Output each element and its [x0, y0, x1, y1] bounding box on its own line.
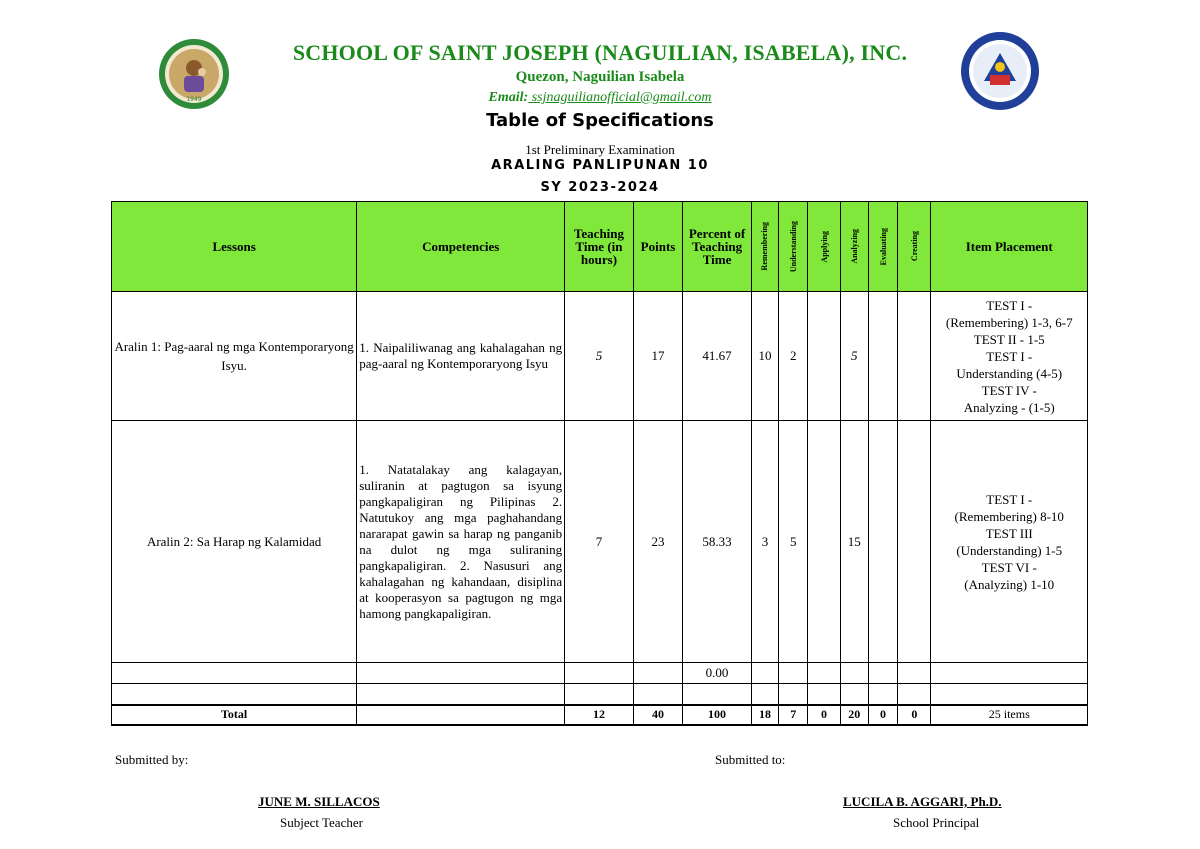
total-percent: 100 [683, 705, 752, 725]
placement-line: TEST I - [986, 297, 1033, 313]
teacher-name: JUNE M. SILLACOS [258, 794, 380, 809]
placement-line: TEST II - 1-5 [973, 331, 1045, 347]
principal-name: LUCILA B. AGGARI, Ph.D. [843, 794, 1002, 809]
points-cell: 23 [633, 421, 682, 663]
email-address[interactable]: ssjnaguilianofficial@gmail.com [528, 90, 712, 105]
header-points: Points [633, 202, 682, 292]
school-email [0, 90, 1200, 106]
item-placement-cell [931, 421, 1088, 663]
placement-line: (Analyzing) 1-10 [964, 576, 1055, 592]
header-lessons: Lessons [112, 202, 357, 292]
understanding-cell: 5 [779, 421, 808, 663]
competency-cell: 1. Natatalakay ang kalagayan, suliranin at pagtugon sa isyung pangkapaligiran ng Pilipinas 2. Natutukoy ang mga paghahandang nararapat gawin sa harap ng panganib na dulot ng mga suliraning pangkapaligiran. 2. Nasusuri ang kahalagahan ng kahandaan, disiplina at kooperasyon sa pagtugon ng mga hamong pangkapaligiran. [357, 421, 565, 663]
school-year: SY 2023-2024 [540, 180, 660, 195]
placement-line: (Understanding) 1-5 [956, 542, 1063, 558]
total-understanding: 7 [779, 705, 808, 725]
creating-cell [898, 421, 931, 663]
teacher-role: Subject Teacher [280, 815, 363, 830]
points-cell: 17 [633, 292, 682, 421]
header-evaluating: Evaluating [868, 202, 897, 292]
placement-line: (Remembering) 8-10 [954, 508, 1064, 524]
placement-line: Analyzing - (1-5) [963, 399, 1055, 415]
exam-name: 1st Preliminary Examination [525, 142, 675, 157]
header-percent: Percent of Teaching Time [683, 202, 752, 292]
placement-line: TEST IV - [981, 382, 1037, 398]
evaluating-cell [868, 292, 897, 421]
email-label: Email: [488, 90, 529, 105]
analyzing-cell: 15 [840, 421, 868, 663]
percent-cell: 58.33 [683, 421, 752, 663]
submitted-by-label: Submitted by: [115, 752, 189, 767]
placement-line: TEST I - [986, 491, 1033, 507]
header-competencies: Competencies [357, 202, 565, 292]
placement-line: TEST I - [986, 348, 1033, 364]
total-analyzing: 20 [840, 705, 868, 725]
header-analyzing: Analyzing [840, 202, 868, 292]
header-teaching-time: Teaching Time (in hours) [565, 202, 634, 292]
remembering-cell: 10 [751, 292, 778, 421]
total-creating: 0 [898, 705, 931, 725]
header-remembering: Remembering [751, 202, 778, 292]
header-creating: Creating [898, 202, 931, 292]
teaching-time-cell: 5 [565, 292, 634, 421]
table-row-empty [112, 663, 1088, 684]
svg-text:1949: 1949 [186, 96, 202, 103]
school-address: Quezon, Naguilian Isabela [515, 69, 685, 85]
applying-cell [808, 292, 840, 421]
placement-line: TEST III [985, 525, 1033, 541]
empty-percent-cell: 0.00 [683, 663, 752, 684]
applying-cell [808, 421, 840, 663]
total-remembering: 18 [751, 705, 778, 725]
teaching-time-cell: 7 [565, 421, 634, 663]
total-evaluating: 0 [868, 705, 897, 725]
total-teaching-time: 12 [565, 705, 634, 725]
table-row [112, 292, 1088, 421]
table-row [112, 421, 1088, 663]
item-placement-cell [931, 292, 1088, 421]
creating-cell [898, 292, 931, 421]
total-applying: 0 [808, 705, 840, 725]
percent-cell: 41.67 [683, 292, 752, 421]
submitted-to-label: Submitted to: [715, 752, 786, 767]
document-title: Table of Specifications [486, 110, 714, 131]
competency-cell: 1. Naipaliliwanag ang kahalagahan ng pag-aaral ng Kontemporaryong Isyu [357, 292, 565, 421]
total-label: Total [112, 705, 357, 725]
principal-role: School Principal [893, 815, 980, 830]
subject-name: ARALING PANLIPUNAN 10 [491, 158, 709, 173]
header-item-placement: Item Placement [931, 202, 1088, 292]
remembering-cell: 3 [751, 421, 778, 663]
total-points: 40 [633, 705, 682, 725]
school-name: SCHOOL OF SAINT JOSEPH (NAGUILIAN, ISABELA), INC. [292, 40, 908, 65]
lesson-cell: Aralin 1: Pag-aaral ng mga Kontemporaryong Isyu. [112, 292, 357, 421]
table-header-row [112, 202, 1088, 292]
understanding-cell: 2 [779, 292, 808, 421]
evaluating-cell [868, 421, 897, 663]
total-row [112, 705, 1088, 725]
analyzing-cell: 5 [840, 292, 868, 421]
specifications-table [111, 201, 1088, 726]
placement-line: TEST VI - [981, 559, 1037, 575]
total-item-placement: 25 items [931, 705, 1088, 725]
lesson-cell: Aralin 2: Sa Harap ng Kalamidad [112, 421, 357, 663]
placement-line: (Remembering) 1-3, 6-7 [945, 314, 1073, 330]
header-applying: Applying [808, 202, 840, 292]
table-row-empty [112, 684, 1088, 705]
header-understanding: Understanding [779, 202, 808, 292]
placement-line: Understanding (4-5) [956, 365, 1063, 381]
